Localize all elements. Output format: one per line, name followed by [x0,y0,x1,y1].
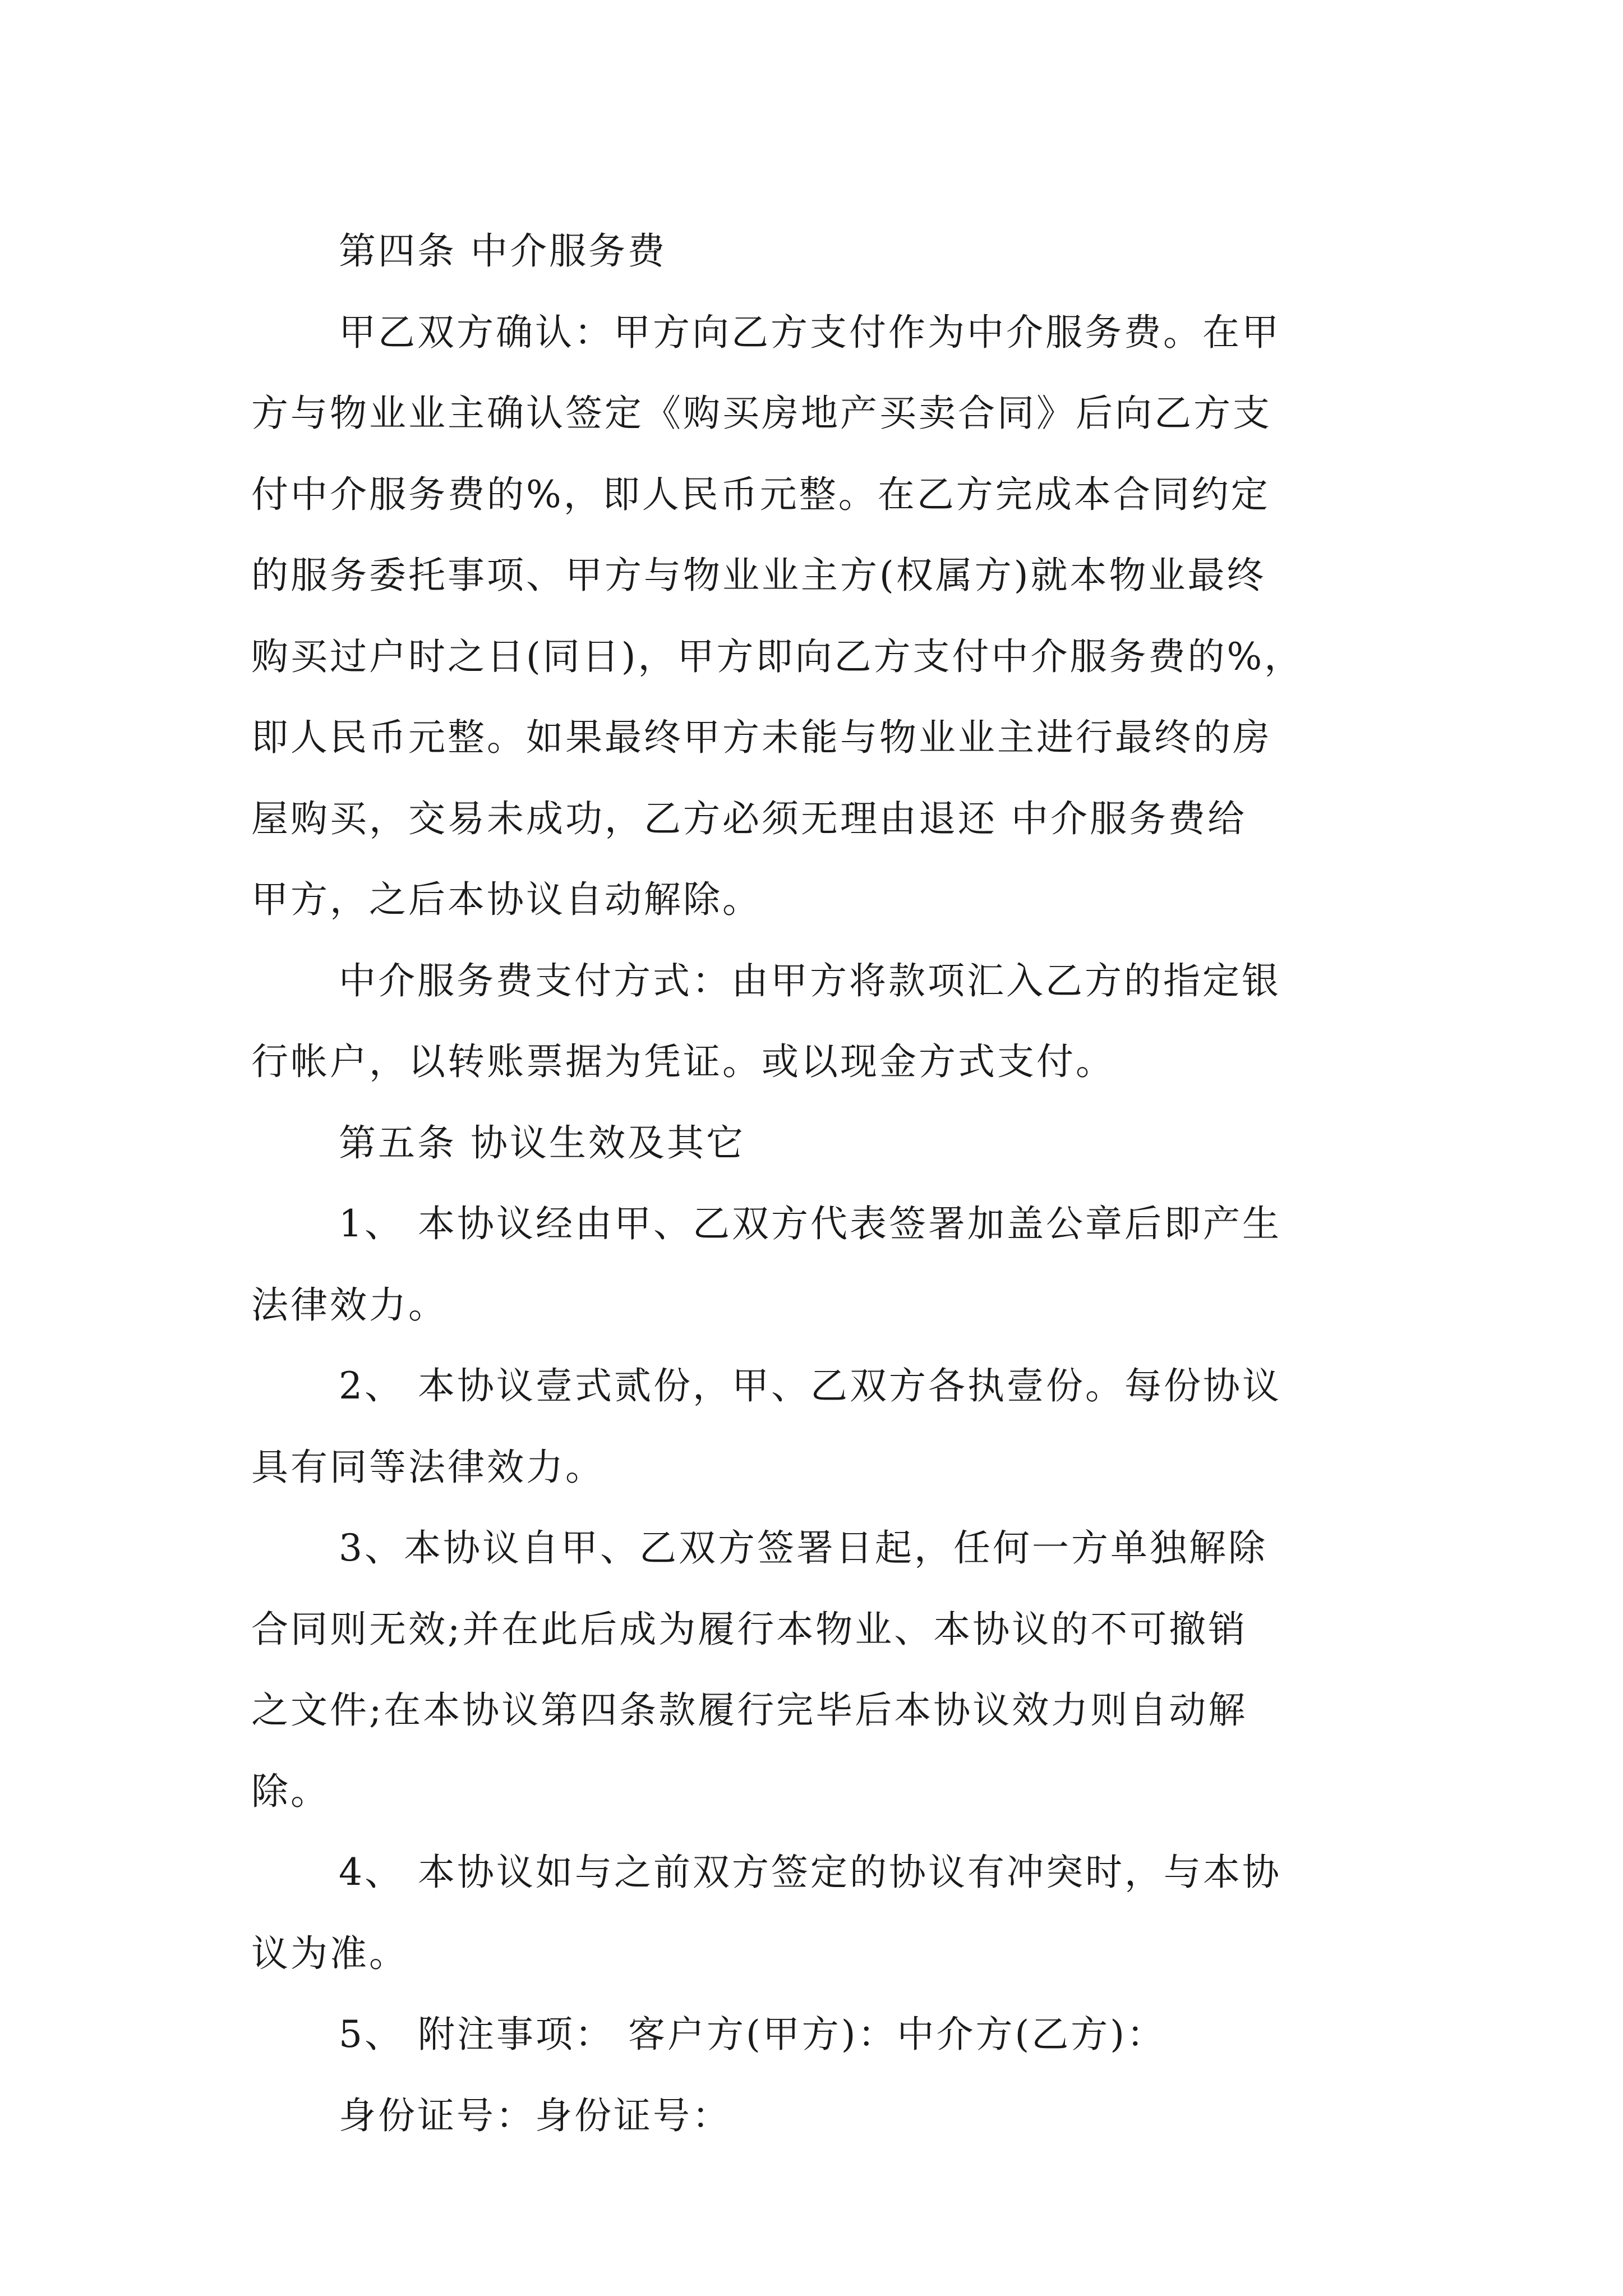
text-line: 屋购买，交易未成功，乙方必须无理由退还 中介服务费给 [251,797,1247,840]
text-line: 法律效力。 [251,1283,448,1327]
text-line: 行帐户，以转账票据为凭证。或以现金方式支付。 [251,1040,1115,1083]
article-4-heading [251,211,1390,292]
text-line: 的服务委托事项、甲方与物业业主方(权属方)就本物业最终 [251,554,1266,597]
text-line: 第五条 协议生效及其它 [339,1121,745,1165]
text-line: 2、 本协议壹式贰份，甲、乙双方各执壹份。每份协议 [339,1364,1281,1407]
text-line: 即人民币元整。如果最终甲方未能与物业业主进行最终的房 [251,716,1272,759]
clause-4 [251,1832,1390,1994]
clause-1 [251,1184,1390,1346]
payment-method-paragraph [251,941,1390,1103]
text-line: 3、本协议自甲、乙双方签署日起，任何一方单独解除 [339,1526,1267,1570]
id-numbers-line [251,2076,1390,2157]
text-line: 除。 [251,1769,330,1813]
text-line: 1、 本协议经由甲、乙双方代表签署加盖公章后即产生 [339,1202,1281,1245]
text-line: 甲方，之后本协议自动解除。 [251,878,762,921]
article-5-heading [251,1103,1390,1184]
text-line: 议为准。 [251,1931,408,1975]
text-line: 5、 附注事项： 客户方(甲方)：中介方(乙方)： [339,2013,1166,2056]
clause-5 [251,1994,1390,2076]
clause-3 [251,1508,1390,1832]
text-line: 具有同等法律效力。 [251,1445,605,1489]
text-line: 身份证号：身份证号： [339,2093,731,2137]
text-line: 中介服务费支付方式：由甲方将款项汇入乙方的指定银 [339,959,1281,1002]
text-line: 方与物业业主确认签定《购买房地产买卖合同》后向乙方支 [251,392,1272,435]
text-line: 付中介服务费的%，即人民币元整。在乙方完成本合同约定 [251,472,1270,516]
text-line: 4、 本协议如与之前双方签定的协议有冲突时，与本协 [339,1851,1281,1894]
document-body [251,211,1390,2156]
text-line: 第四条 中介服务费 [339,229,667,273]
text-line: 甲乙双方确认：甲方向乙方支付作为中介服务费。在甲 [339,310,1281,354]
clause-2 [251,1346,1390,1508]
text-line: 之文件;在本协议第四条款履行完毕后本协议效力则自动解 [251,1688,1248,1732]
article-4-body [251,292,1390,941]
text-line: 购买过户时之日(同日)，甲方即向乙方支付中介服务费的%， [251,634,1304,678]
text-line: 合同则无效;并在此后成为履行本物业、本协议的不可撤销 [251,1607,1248,1651]
